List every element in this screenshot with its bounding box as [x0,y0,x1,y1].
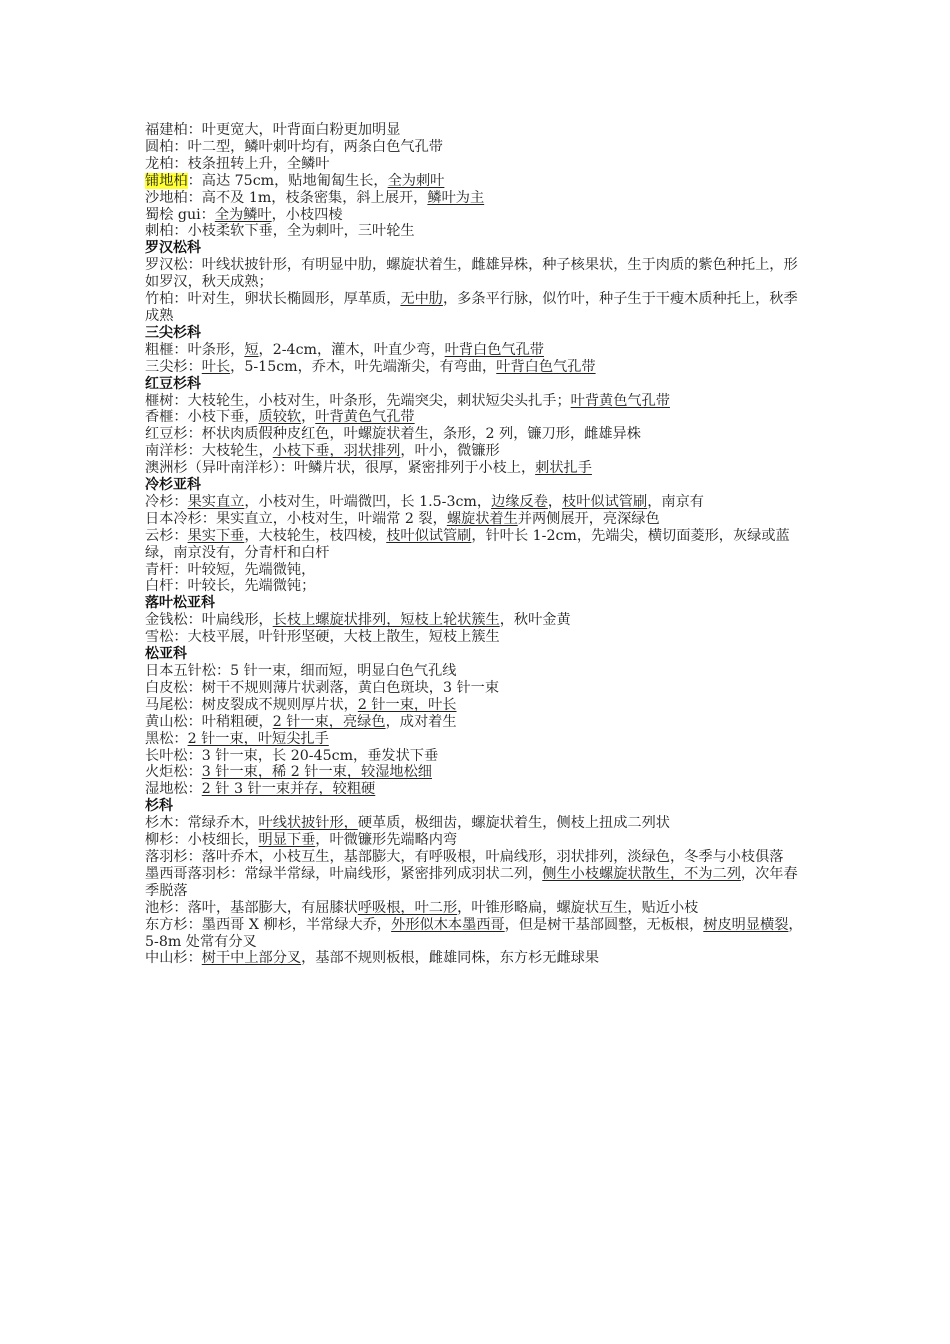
text-line [145,900,805,917]
text-segment: 冷杉亚科 [145,477,201,494]
text-segment: 并两侧展开，亮深绿色 [517,510,660,527]
text-segment: 柳杉：小枝细长， [145,832,259,849]
text-line [145,257,805,291]
text-line [145,511,805,528]
text-segment: ，针叶长 1-2cm，先端尖，横切面菱形，灰绿或蓝绿，南京没有，分青杆和白杆 [145,527,790,561]
text-segment: 蜀桧 gui： [145,206,215,223]
underlined-text: 叶长 [201,358,231,375]
underlined-text: 鳞叶为主 [427,189,485,206]
text-segment: ，5-8m 处常有分叉 [145,916,803,950]
underlined-text: 长枝上螺旋状排列，短枝上轮状簇生 [272,612,500,629]
text-segment: ，小枝四棱 [271,206,343,223]
document-body [145,122,805,967]
underlined-text: 无中肋 [400,291,443,308]
text-segment: ，叶小，微镰形 [400,443,500,460]
text-segment: ， [301,409,316,426]
underlined-text: 质较软 [258,409,302,426]
text-segment: ，成对着生 [385,713,457,730]
text-segment: 粗榧：叶条形， [145,341,245,358]
text-segment: 龙柏：枝条扭转上升，全鳞叶 [145,155,330,172]
text-segment: 火炬松： [145,764,202,781]
text-segment: 日本五针松：5 针一束，细而短，明显白色气孔线 [145,663,457,679]
text-segment: 中山杉： [145,950,202,967]
underlined-text: 螺旋状着生 [446,510,518,527]
text-segment: 金钱松：叶扁线形， [145,612,273,629]
text-line [145,139,805,156]
text-segment: 澳洲杉（异叶南洋杉）：叶鳞片状，很厚，紧密排列于小枝上， [145,460,536,477]
text-segment: 南洋杉：大枝轮生， [145,443,273,460]
text-line [145,714,805,731]
text-segment: 松亚科 [145,646,187,663]
text-segment: 东方杉：墨西哥 X 柳杉，半常绿大乔， [145,916,392,933]
text-line [145,748,805,765]
text-segment: 榧树：大枝轮生，小枝对生，叶条形，先端突尖，刺状短尖头扎手； [145,392,571,409]
text-line [145,122,805,139]
section-heading [145,325,805,342]
text-line [145,393,805,410]
text-segment: 香榧：小枝下垂， [145,409,259,426]
text-segment: 长叶松：3 针一束，长 20-45cm，垂发状下垂 [145,747,439,764]
text-segment: ，叶微镰形先端略内弯 [315,832,458,849]
text-line [145,562,805,579]
underlined-text: 小枝下垂，羽状排列 [272,443,401,460]
text-line [145,173,805,190]
text-line [145,764,805,781]
text-segment: 硬革质，极细齿，螺旋状着生，侧枝上扭成二列状 [357,815,670,832]
underlined-text: 刺状扎手 [535,460,592,477]
underlined-text: 2 针一束，亮绿色 [272,713,386,730]
text-line [145,917,805,951]
underlined-text: 树干中上部分叉 [201,950,302,967]
text-segment: ，2-4cm，灌木，叶直少弯， [258,341,445,358]
text-line [145,223,805,240]
underlined-text: 明显下垂 [258,832,316,849]
text-segment: 杉科 [145,798,173,815]
text-line [145,680,805,697]
underlined-text: 果实直立 [187,493,245,510]
text-line [145,849,805,866]
text-segment: ，叶锥形略扁，螺旋状互生，贴近小枝 [457,899,699,916]
text-line [145,781,805,798]
section-heading [145,646,805,663]
underlined-text: 叶背白色气孔带 [496,358,596,375]
text-segment: 杉木：常绿乔木， [145,815,259,832]
underlined-text: 2 针一束，叶长 [357,696,457,713]
text-segment: 落羽杉：落叶乔木，小枝互生，基部膨大，有呼吸根，叶扁线形，羽状排列，淡绿色，冬季与小枝俱落 [145,848,784,865]
text-segment: ，但是树干基部圆整，无板根， [504,916,704,933]
text-segment: 雪松：大枝平展，叶针形坚硬，大枝上散生，短枝上簇生 [145,629,500,646]
highlighted-text: 铺地柏 [145,172,188,189]
section-heading [145,477,805,494]
underlined-text: 枝叶似试管刷 [562,493,648,510]
text-segment: 沙地柏：高不及 1m，枝条密集，斜上展开， [145,189,428,206]
text-segment: ，南京有 [647,493,704,510]
text-line [145,697,805,714]
text-segment: 马尾松：树皮裂成不规则厚片状， [145,696,358,713]
underlined-text: 边缘反卷 [491,493,548,510]
underlined-text: 叶背黄色气孔带 [315,409,415,426]
text-segment: ：高达 75cm，贴地匍匐生长， [187,172,388,189]
text-line [145,426,805,443]
section-heading [145,240,805,257]
underlined-text: 侧生小枝螺旋状散生，不为二列 [542,865,741,882]
text-segment: 池杉：落叶，基部膨大，有屈膝状 [145,899,358,916]
text-line [145,460,805,477]
text-segment: 刺柏：小枝柔软下垂，全为刺叶，三叶轮生 [145,223,415,240]
text-line [145,342,805,359]
text-line [145,528,805,562]
text-segment: ，次年春季脱落 [145,865,798,899]
underlined-text: 全为鳞叶 [214,206,272,223]
text-segment: 三尖杉科 [145,324,201,341]
underlined-text: 全为刺叶 [387,172,445,189]
text-line [145,409,805,426]
text-segment: ，多条平行脉，似竹叶，种子生于干瘦木质种托上，秋季成熟 [145,291,798,324]
text-segment: 冷杉： [145,493,188,510]
text-line [145,612,805,629]
underlined-text: 树皮明显横裂 [703,916,789,933]
text-line [145,359,805,376]
text-segment: 白皮松：树干不规则薄片状剥落，黄白色斑块，3 针一束 [145,679,500,696]
underlined-text: 2 针 3 针一束并存，较粗硬 [201,781,376,798]
underlined-text: 外形似木本墨西哥 [391,916,505,933]
text-segment: 云杉： [145,527,188,544]
text-segment: 黑松： [145,730,188,747]
underlined-text: 呼吸根，叶二形 [357,899,458,916]
underlined-text: 枝叶似试管刷 [386,527,472,544]
text-segment: 青杆：叶较短，先端微钝， [145,561,316,578]
text-segment: 圆柏：叶二型，鳞叶刺叶均有，两条白色气孔带 [145,138,443,155]
text-segment: 红豆杉：杯状肉质假种皮红色，叶螺旋状着生，条形，2 列，镰刀形，雌雄异株 [145,426,641,443]
text-segment: ，5-15cm，乔木，叶先端渐尖，有弯曲， [230,358,497,375]
text-line [145,815,805,832]
text-segment: 罗汉松科 [145,240,201,257]
text-segment: 白杆：叶较长，先端微钝； [145,578,316,595]
text-segment: 黄山松：叶稍粗硬， [145,713,273,730]
text-segment: 福建柏：叶更宽大，叶背面白粉更加明显 [145,122,401,138]
section-heading [145,376,805,393]
text-segment: 日本冷杉：果实直立，小枝对生，叶端常 2 裂， [145,510,447,527]
text-segment: ，秋叶金黄 [499,612,571,629]
section-heading [145,798,805,815]
text-line [145,156,805,173]
text-segment: ，基部不规则板根，雌雄同株，东方杉无雌球果 [301,950,600,967]
text-segment: 红豆杉科 [145,375,201,392]
underlined-text: 3 针一束，稀 2 针一束，较湿地松细 [201,764,432,781]
text-line [145,950,805,967]
text-segment: ，大枝轮生，枝四棱， [244,527,387,544]
text-segment: 湿地松： [145,781,202,798]
underlined-text: 短 [244,341,259,358]
text-segment: 罗汉松：叶线状披针形，有明显中肋，螺旋状着生，雌雄异株，种子核果状，生于肉质的紫色种托上，形如罗汉，秋天成熟； [145,257,798,291]
text-line [145,291,805,325]
section-heading [145,595,805,612]
text-line [145,578,805,595]
text-line [145,663,805,680]
text-segment: ，小枝对生，叶端微凹，长 1.5-3cm， [244,493,492,510]
text-segment: ， [547,493,563,510]
text-line [145,494,805,511]
underlined-text: 2 针一束，叶短尖扎手 [187,730,329,747]
text-line [145,832,805,849]
text-line [145,866,805,900]
text-line [145,443,805,460]
text-line [145,731,805,748]
text-line [145,190,805,207]
underlined-text: 叶背白色气孔带 [444,341,544,358]
text-segment: 三尖杉： [145,358,202,375]
underlined-text: 叶线状披针形， [258,815,358,832]
text-segment: 墨西哥落羽杉：常绿半常绿，叶扁线形，紧密排列成羽状二列， [145,865,543,882]
text-line [145,629,805,646]
text-line [145,207,805,224]
text-segment: 竹柏：叶对生，卵状长椭圆形，厚革质， [145,291,401,308]
text-segment: 落叶松亚科 [145,595,215,612]
underlined-text: 果实下垂 [187,527,245,544]
underlined-text: 叶背黄色气孔带 [570,392,670,409]
